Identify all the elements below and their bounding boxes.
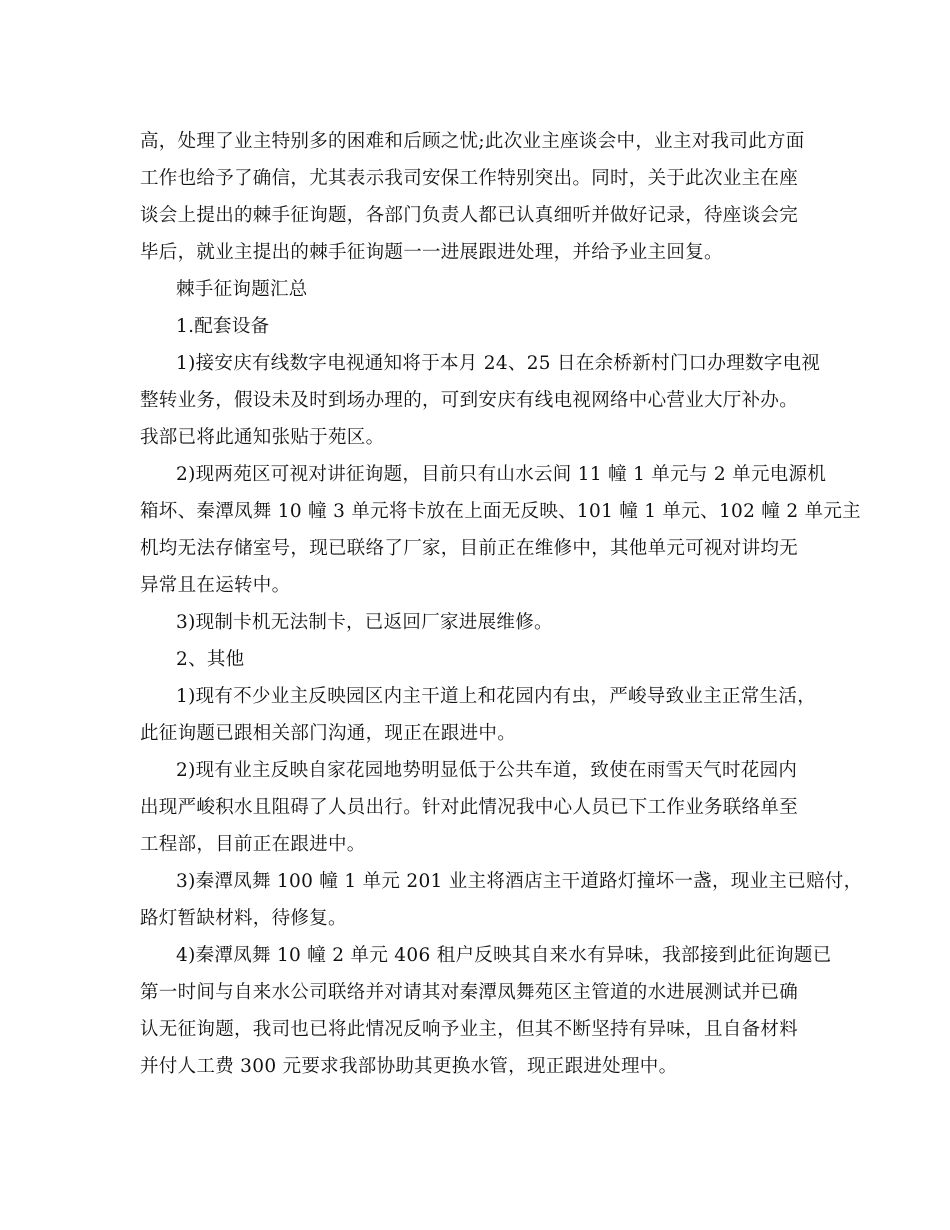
text-line: 此征询题已跟相关部门沟通，现正在跟进中。 [140, 723, 517, 744]
text-line: 箱坏、秦潭凤舞 10 幢 3 单元将卡放在上面无反映、101 幢 1 单元、102 幢 2 单元主 [140, 501, 861, 522]
text-line: 并付人工费 300 元要求我部协助其更换水管，现正跟进处理中。 [140, 1056, 678, 1077]
text-line: 高，处理了业主特别多的困难和后顾之忧;此次业主座谈会中，业主对我司此方面 [140, 131, 805, 152]
text-line: 毕后，就业主提出的棘手征询题一一进展跟进处理，并给予业主回复。 [140, 242, 723, 263]
text-line: 整转业务，假设未及时到场办理的，可到安庆有线电视网络中心营业大厅补办。 [140, 390, 799, 411]
subsection-heading: 2、其他 [176, 649, 245, 670]
text-line: 第一时间与自来水公司联络并对请其对秦潭凤舞苑区主管道的水进展测试并已确 [140, 982, 799, 1003]
text-line: 路灯暂缺材料，待修复。 [140, 908, 347, 929]
text-line: 1)现有不少业主反映园区内主干道上和花园内有虫，严峻导致业主正常生活， [176, 686, 816, 707]
text-line: 2)现两苑区可视对讲征询题，目前只有山水云间 11 幢 1 单元与 2 单元电源机 [176, 464, 827, 485]
section-heading: 棘手征询题汇总 [176, 279, 308, 300]
text-line: 机均无法存储室号，现已联络了厂家，目前正在维修中，其他单元可视对讲均无 [140, 538, 799, 559]
text-line: 3)秦潭凤舞 100 幢 1 单元 201 业主将酒店主干道路灯撞坏一盏，现业主已赔付， [176, 871, 863, 892]
text-line: 我部已将此通知张贴于苑区。 [140, 427, 385, 448]
text-line: 工作也给予了确信，尤其表示我司安保工作特别突出。同时，关于此次业主在座 [140, 168, 799, 189]
text-line: 2)现有业主反映自家花园地势明显低于公共车道，致使在雨雪天气时花园内 [176, 760, 798, 781]
text-line: 4)秦潭凤舞 10 幢 2 单元 406 租户反映其自来水有异味，我部接到此征询题已 [176, 945, 832, 966]
text-line: 工程部，目前正在跟进中。 [140, 834, 366, 855]
text-line: 出现严峻积水且阻碍了人员出行。针对此情况我中心人员已下工作业务联络单至 [140, 797, 799, 818]
subsection-heading: 1.配套设备 [176, 316, 270, 337]
text-line: 认无征询题，我司也已将此情况反响予业主，但其不断坚持有异味，且自备材料 [140, 1019, 799, 1040]
text-line: 1)接安庆有线数字电视通知将于本月 24、25 日在余桥新村门口办理数字电视 [176, 353, 821, 374]
text-line: 异常且在运转中。 [140, 575, 291, 596]
text-line: 3)现制卡机无法制卡，已返回厂家进展维修。 [176, 612, 553, 633]
text-line: 谈会上提出的棘手征询题，各部门负责人都已认真细听并做好记录，待座谈会完 [140, 205, 799, 226]
